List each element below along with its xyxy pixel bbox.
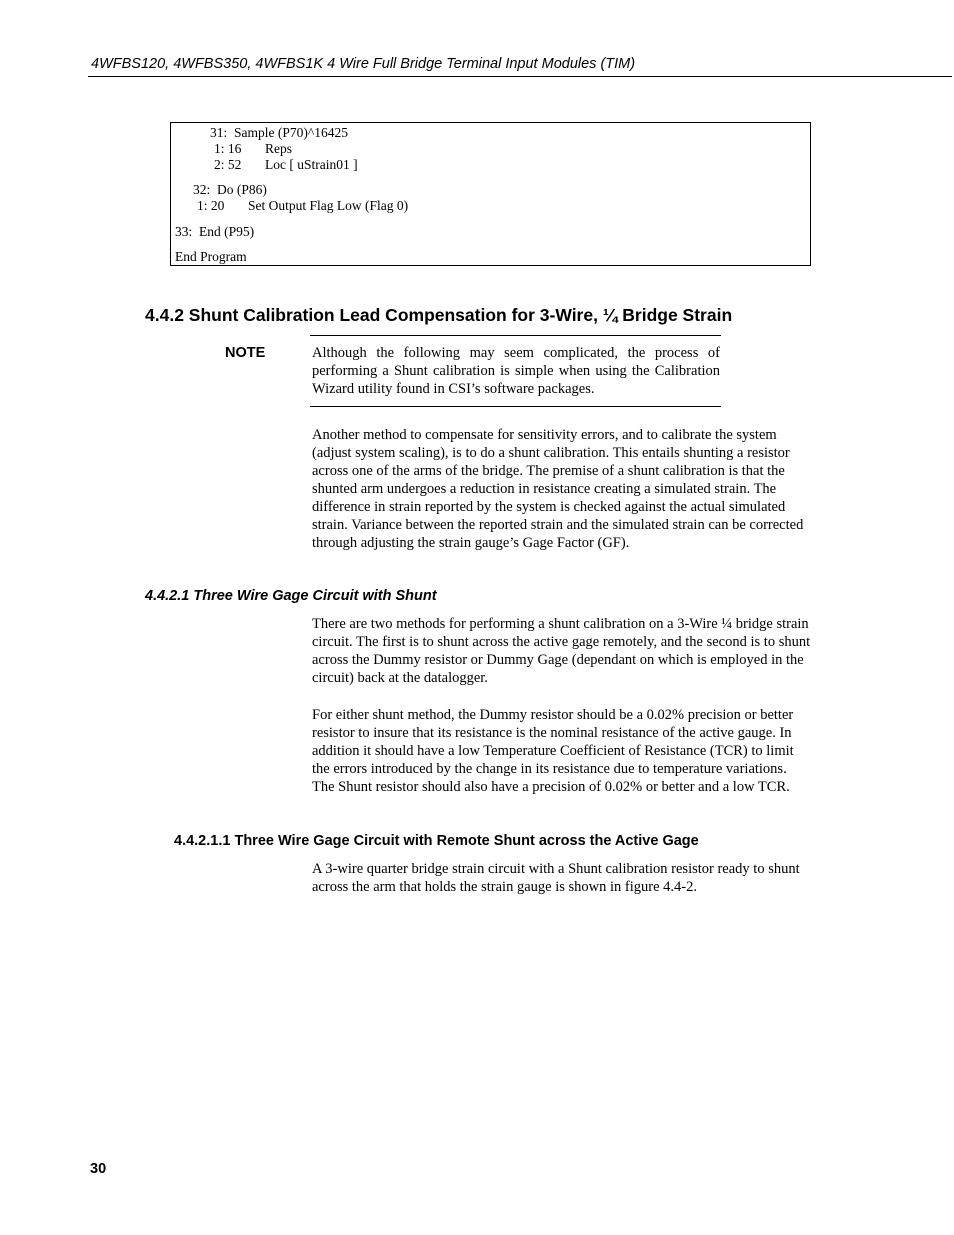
code-line: 31: Sample (P70)^16425 bbox=[210, 125, 348, 140]
code-line: 1: 16 Reps bbox=[214, 141, 293, 156]
section-heading: 4.4.2 Shunt Calibration Lead Compensation for 3-Wire, ¼ Bridge Strain bbox=[145, 305, 733, 325]
note-label: NOTE bbox=[225, 345, 266, 361]
code-line: 2: 52 Loc [ uStrain01 ] bbox=[214, 157, 358, 172]
code-line: 33: End (P95) bbox=[175, 224, 255, 239]
page-number: 30 bbox=[90, 1161, 107, 1177]
code-line: 32: Do (P86) bbox=[193, 182, 267, 197]
note-top-rule bbox=[310, 335, 721, 336]
subsection-paragraph: For either shunt method, the Dummy resistor should be a 0.02% precision or better resistor to insure that its resistance is the nominal resistance of the active gauge. In addition it should have a low Temperature Coefficient of Resistance (TCR) to limit the errors introduced by the change in its resistance due to temperature variations. The Shunt resistor should also have a precision of 0.02% or better and a low TCR. bbox=[312, 707, 794, 795]
note-bottom-rule bbox=[310, 406, 721, 407]
section-paragraph: Another method to compensate for sensitivity errors, and to calibrate the system (adjust system scaling), is to do a shunt calibration. This entails shunting a resistor across one of the arms of the bridge. The premise of a shunt calibration is that the shunted arm undergoes a reduction in resistance creating a simulated strain. The difference in strain reported by the system is checked against the actual simulated strain. Variance between the reported strain and the simulated strain can be corrected through adjusting the strain gauge’s Gage Factor (GF). bbox=[312, 427, 804, 551]
code-line: 1: 20 Set Output Flag Low (Flag 0) bbox=[197, 198, 409, 213]
code-line: End Program bbox=[175, 249, 247, 264]
running-header-title: 4WFBS120, 4WFBS350, 4WFBS1K 4 Wire Full Bridge Terminal Input Modules (TIM) bbox=[91, 56, 636, 72]
header-rule bbox=[88, 76, 952, 77]
program-listing-box bbox=[170, 122, 811, 266]
subsubsection-paragraph: A 3-wire quarter bridge strain circuit with a Shunt calibration resistor ready to shunt across the arm that holds the strain gauge is shown in figure 4.4-2. bbox=[312, 861, 800, 895]
subsection-heading: 4.4.2.1 Three Wire Gage Circuit with Shunt bbox=[145, 588, 437, 604]
subsection-paragraph: There are two methods for performing a shunt calibration on a 3-Wire ¼ bridge strain circuit. The first is to shunt across the active gage remotely, and the second is to shunt across the Dummy resistor or Dummy Gage (dependant on which is employed in the circuit) back at the datalogger. bbox=[312, 616, 811, 686]
subsubsection-heading: 4.4.2.1.1 Three Wire Gage Circuit with Remote Shunt across the Active Gage bbox=[174, 833, 699, 849]
note-text: Although the following may seem complicated, the process of performing a Shunt calibration is simple when using the Calibration Wizard utility found in CSI’s software packages. bbox=[312, 345, 720, 397]
